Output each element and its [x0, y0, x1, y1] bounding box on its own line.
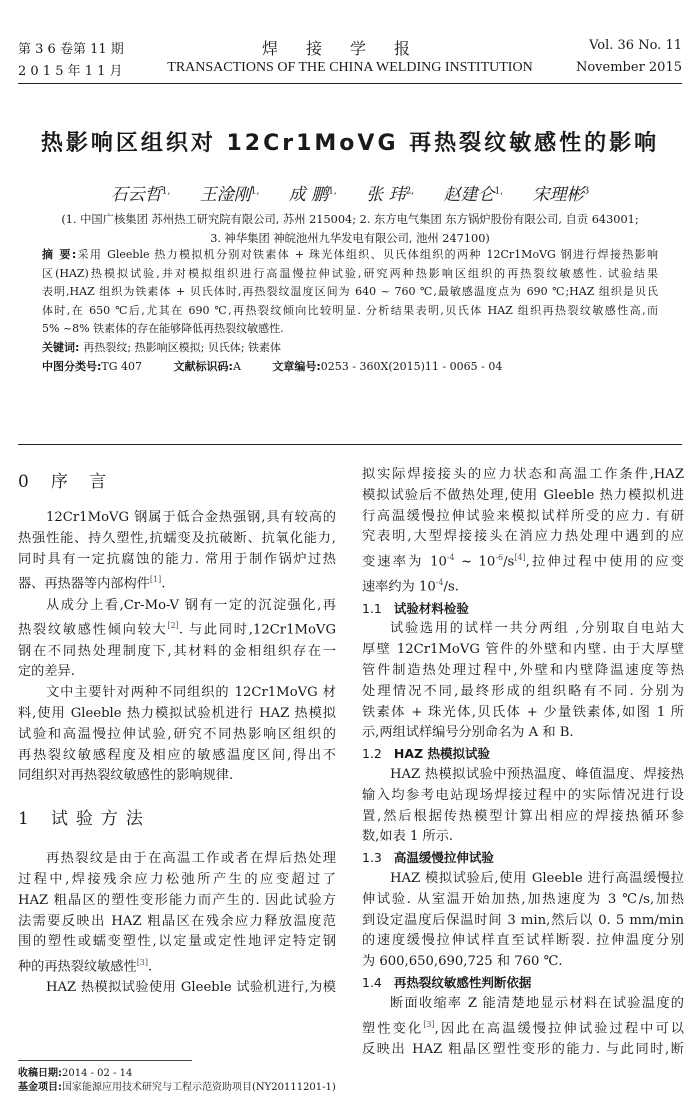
body-line: 输入均参考电站现场焊接过程中的实际情况进行设 — [362, 787, 684, 803]
body-line: 模拟试验后不做热处理,使用 Gleeble 热力模拟机进 — [362, 487, 684, 503]
body-line: 试验和高温慢拉伸试验,研究不同热影响区组织的 — [18, 726, 336, 742]
body-line: 塑性变化[3],因此在高温缓慢拉伸试验过程中可以 — [362, 1019, 684, 1036]
citation: [1] — [149, 575, 162, 585]
body-line: 12Cr1MoVG 钢属于低合金热强钢,具有较高的 — [46, 510, 336, 525]
author: 张 玮$^{2,}$ — [366, 185, 415, 205]
body-line: 厚壁 12Cr1MoVG 管件的外壁和内壁. 由于大厚壁 — [362, 642, 684, 658]
body-line: 行高温缓慢拉伸试验来模拟试样所受的应力. 有研 — [362, 508, 684, 524]
article-no-label: 文章编号: — [272, 359, 321, 373]
subsection-heading: 1.4 再热裂纹敏感性判断依据 — [362, 974, 532, 990]
header-rule — [18, 83, 682, 84]
author: 石云哲$^{1,}$ — [110, 185, 171, 205]
subsection-heading: 1.2 HAZ 热模拟试验 — [362, 746, 490, 762]
section-heading-intro: 0 序 言 — [18, 472, 115, 492]
affiliation-line: (1. 中国广核集团 苏州热工研究院有限公司, 苏州 215004; 2. 东方电气集团 东方锅炉股份有限公司, 自贡 643001; — [61, 213, 639, 226]
abstract-line: 采用 Gleeble 热力模拟机分别对铁素体 + 珠光体组织、贝氏体组织的两种 12Cr1MoVG 钢进行焊接热影响 — [76, 248, 659, 261]
journal-name-en: TRANSACTIONS OF THE CHINA WELDING INSTITUTION — [167, 60, 533, 75]
citation: [4] — [514, 553, 526, 563]
body-line: 钢在不同热处理制度下,其材料的金相组织存在一 — [18, 643, 336, 659]
abstract-block — [42, 246, 658, 376]
body-line: 拟实际焊接接头的应力状态和高温工作条件,HAZ — [362, 467, 684, 482]
affiliation-line: 3. 神华集团 神皖池州九华发电有限公司, 池州 247100) — [210, 232, 490, 245]
citation: [3] — [423, 1019, 435, 1029]
body-line: 种的再热裂纹敏感性[3]. — [18, 958, 153, 975]
body-line: 处理情况不同,最终形成的组织略有不同. 分别为 — [362, 683, 684, 699]
date-cn: 2 0 1 5 年 1 1 月 — [18, 64, 123, 79]
body-line: 再热裂纹是由于在高温工作或者在焊后热处理 — [46, 851, 336, 867]
body-line: 数,如表 1 所示. — [362, 829, 454, 845]
body-line: 到设定温度后保温时间 3 min,然后以 0. 5 mm/min — [362, 912, 684, 928]
body-line: 从成分上看,Cr-Mo-V 钢有一定的沉淀强化,再 — [46, 597, 336, 613]
paper-title: 热影响区组织对 12Cr1MoVG 再热裂纹敏感性的影响 — [40, 131, 660, 156]
doc-code: A — [232, 359, 241, 373]
body-line: HAZ 模拟试验后,使用 Gleeble 进行高温缓慢拉 — [390, 870, 684, 886]
volume-issue-en: Vol. 36 No. 11 — [589, 38, 682, 53]
body-line: HAZ 热模拟试验使用 Gleeble 试验机进行,为模 — [46, 980, 336, 996]
keywords-line — [42, 339, 658, 358]
left-column — [18, 466, 336, 999]
body-line: 再热裂纹敏感程度及相应的敏感温度区间,得出不 — [18, 747, 336, 763]
body-line: 定的差异. — [18, 664, 75, 680]
body-line: 围的塑性或蠕变塑性,以定量或定性地评定特定钢 — [18, 934, 336, 950]
body-line: 试验选用的试样一共分两组 ,分别取自电站大 — [390, 621, 684, 637]
received-date: 收稿日期:2014 - 02 - 14 — [18, 1068, 133, 1079]
body-line: 究表明,大型焊接接头在消应力热处理中遇到的应 — [362, 529, 684, 545]
fund-info: 基金项目:国家能源应用技术研究与工程示范资助项目(NY20111201-1) — [18, 1082, 336, 1093]
author: 赵建仑$^{1,}$ — [443, 185, 504, 205]
right-column — [362, 465, 684, 1060]
body-line: 反映出 HAZ 粗晶区塑性变形的能力. 与此同时,断 — [362, 1041, 684, 1057]
abstract-line: 区(HAZ)热模拟试验,并对模拟组织进行高温慢拉伸试验,研究两种热影响区组织的再热裂纹敏感性. 试验结果 — [42, 266, 658, 280]
body-line: 法需要反映出 HAZ 粗晶区在残余应力释放温度范 — [18, 913, 336, 929]
classification-line — [42, 358, 658, 377]
body-line: 文中主要针对两种不同组织的 12Cr1MoVG 材 — [46, 685, 336, 701]
body-line: 同时具有一定抗腐蚀的能力. 常用于制作锅炉过热 — [18, 551, 336, 567]
body-line: 变速率为 $10^{-4}$ ~ $10^{-6}/s[4]$,拉伸过程中使用的应变 — [362, 553, 684, 570]
body-line: 置,然后根据传热模型计算出相应的焊接热循环参 — [362, 808, 684, 824]
body-line: 热裂纹敏感性倾向较大[2]. 与此同时,12Cr1MoVG — [18, 621, 336, 638]
body-line: 管件制造热处理过程中,外壁和内壁降温速度等热 — [362, 662, 684, 678]
abstract-rule — [18, 444, 682, 445]
keywords: 再热裂纹; 热影响区模拟; 贝氏体; 铁素体 — [83, 340, 282, 354]
body-line: 过程中,焊接残余应力松弛所产生的应变超过了 — [18, 871, 336, 887]
footnote-rule — [18, 1060, 192, 1061]
body-line: HAZ 热模拟试验中预热温度、峰值温度、焊接热 — [390, 766, 684, 782]
date-en: November 2015 — [575, 60, 682, 75]
author: 成 鹏$^{1,}$ — [288, 185, 337, 205]
author-list — [0, 180, 700, 205]
body-line: 伸试验. 从室温开始加热,加热速度为 3 ℃/s,加热 — [362, 891, 684, 907]
body-line: 器、再热器等内部构件[1]. — [18, 575, 166, 592]
section-heading-methods: 1 试验方法 — [18, 809, 151, 830]
citation: [3] — [136, 958, 149, 968]
keywords-label: 关键词: — [42, 340, 80, 354]
clc-label: 中图分类号: — [42, 359, 102, 373]
citation: [2] — [167, 621, 179, 631]
journal-name-cn: 焊接学报 — [261, 39, 438, 58]
body-line: 的速度缓慢拉伸试样直至试样断裂. 拉伸温度分别 — [362, 933, 684, 949]
volume-issue-cn: 第 3 6 卷第 11 期 — [18, 42, 124, 57]
clc-code: TG 407 — [101, 359, 143, 373]
body-line: 同组织对再热裂纹敏感性的影响规律. — [18, 768, 234, 784]
body-line: 热强性能、持久塑性,抗蠕变及抗破断、抗氧化能力, — [18, 530, 336, 546]
abstract-label: 摘 要: — [42, 248, 77, 261]
body-line: 速率约为 $10^{-4}/s$. — [362, 578, 459, 595]
abstract-line: 表明,HAZ 组织为铁素体 + 贝氏体时,再热裂纹温度区间为 640 ~ 760 ℃,最敏感温度点为 690 ℃;HAZ 组织是贝氏 — [42, 285, 658, 299]
body-line: HAZ 粗晶区的塑性变形能力而产生的. 因此试验方 — [18, 892, 336, 908]
doc-code-label: 文献标识码: — [173, 359, 233, 373]
body-line: 示,两组试样编号分别命名为 A 和 B. — [362, 725, 574, 741]
abstract-line: 5% ~8% 铁素体的存在能够降低再热裂纹敏感性. — [42, 322, 284, 336]
author: 王淦刚$^{1,}$ — [199, 185, 260, 205]
body-line: 为 600,650,690,725 和 760 ℃. — [362, 954, 563, 970]
subsection-heading: 1.3 高温缓慢拉伸试验 — [362, 850, 494, 866]
body-line: 断面收缩率 Z 能清楚地显示材料在试验温度的 — [390, 995, 684, 1011]
subsection-heading: 1.1 试验材料检验 — [362, 600, 469, 616]
body-line: 料,使用 Gleeble 热力模拟试验机进行 HAZ 热模拟 — [18, 705, 336, 721]
article-no: 0253 - 360X(2015)11 - 0065 - 04 — [320, 359, 503, 373]
author: 宋理彬$^3$ — [532, 185, 590, 205]
abstract-line: 体时,在 650 ℃后,尤其在 690 ℃,再热裂纹倾向比较明显. 分析结果表明,贝氏体 HAZ 组织再热裂纹敏感性高,而 — [42, 303, 658, 317]
body-line: 铁素体 + 珠光体,贝氏体 + 少量铁素体,如图 1 所 — [362, 704, 684, 720]
